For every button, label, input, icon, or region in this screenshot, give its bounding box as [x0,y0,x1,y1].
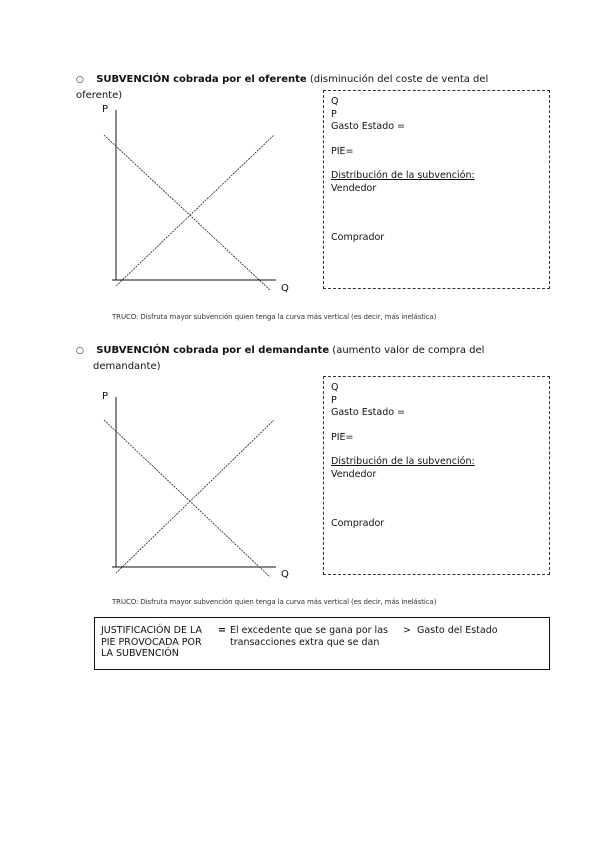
section-2-title-bold: SUBVENCIÓN cobrada por el demandante [96,345,330,356]
box-1-distribution: Distribución de la subvención: [331,170,475,181]
box-2-comprador: Comprador [331,518,385,529]
box-2-distribution: Distribución de la subvención: [331,456,475,467]
box-2-p: P [331,394,337,406]
justification-col1-line1: JUSTIFICACIÓN DE LA [101,625,203,636]
box-1-comprador: Comprador [331,232,385,243]
justification-col1-line2: PIE PROVOCADA POR [101,636,202,648]
justification-col2 [230,625,388,648]
justification-greater: > [403,625,411,636]
trick-1: TRUCO: Disfruta mayor subvención quien tenga la curva más vertical (es decir, más inelástica) [112,313,437,321]
justification-col3: Gasto del Estado [417,625,498,636]
box-2-vendedor: Vendedor [331,468,377,480]
justification-box [94,617,550,670]
section-2-heading [76,343,536,374]
box-1-p: P [331,108,337,120]
graph-1-svg [98,100,298,295]
section-1-title-rest: (disminución del coste de venta del oferente) [76,74,489,101]
box-2-q: Q [331,382,339,393]
graph-1-y-label: P [102,104,109,115]
justification-col1 [101,625,202,660]
graph-2-y-label: P [102,391,109,402]
supply-curve [116,420,274,573]
justification-equals: = [218,625,226,636]
bullet-marker: ○ [76,346,84,356]
section-2-title-rest: (aumento valor de compra del [329,345,485,356]
box-1-gasto: Gasto Estado = [331,121,406,132]
graph-2-svg [98,387,298,582]
box-1-pie: PIE= [331,145,354,157]
justification-col2-line2: transacciones extra que se dan [230,636,380,648]
demand-curve [104,135,270,290]
supply-curve [116,135,274,286]
graph-2 [98,387,298,582]
graph-1-x-label: Q [281,283,289,294]
graph-2-x-label: Q [281,569,289,580]
section-1-title-bold: SUBVENCIÓN cobrada por el oferente [96,74,307,85]
bullet-marker: ○ [76,75,84,85]
box-1-q: Q [331,96,339,107]
box-2-pie: PIE= [331,431,354,443]
justification-col2-line1: El excedente que se gana por las [230,625,388,636]
box-1 [323,90,550,289]
demand-curve [104,420,270,577]
box-2 [323,376,550,575]
trick-2: TRUCO: Disfruta mayor subvención quien tenga la curva más vertical (es decir, más inelástica) [112,598,437,606]
justification-col1-line3: LA SUBVENCIÓN [101,648,179,659]
graph-1 [98,100,298,295]
section-2-title-line2: demandante) [93,361,161,372]
box-2-gasto: Gasto Estado = [331,407,406,418]
box-1-vendedor: Vendedor [331,182,377,194]
